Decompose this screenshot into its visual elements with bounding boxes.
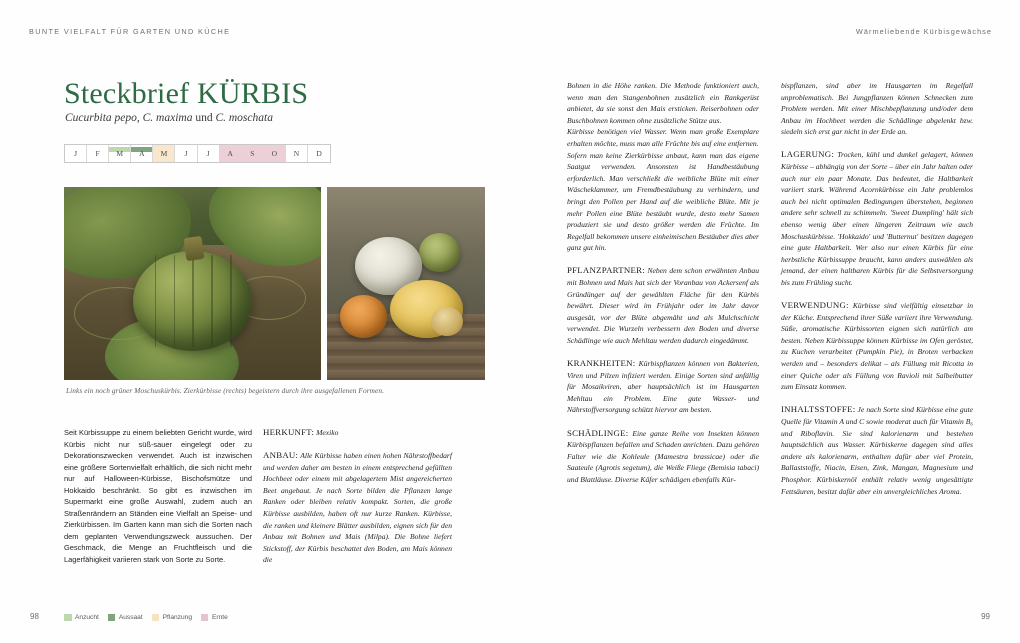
legend-swatch-aussaat [108,614,116,622]
paragraph-verwendung [781,300,973,393]
text-column-intro [64,427,252,566]
photo-artwork [64,187,321,380]
heading-pflanzpartner: PFLANZPARTNER: [567,265,645,276]
calendar-month-feb: F [87,145,109,162]
text-column-three [567,80,759,486]
calendar-legend [64,614,228,622]
body-inhaltsstoffe: Je nach Sorte sind Kürbisse eine gute Quelle für Vitamin A und C sowie moderat auch für Vitamin B₆ und Riboflavin. Sie sind kalorienarm und bestehen hauptsächlich aus Wasser. Kürbiskerne dagegen sind alles andere als kalorienarm, enthalten dafür aber viel Protein, Ballaststoffe, Niacin, Eisen, Zink, Mangan, Magnesium und Phosphor. Kürbiskernöl enthält relativ wenig ungesättigte Fettsäuren, besitzt dafür aber ein unvergleichliches Aroma. [781,405,973,496]
photo-zierkuerbisse [327,187,485,380]
paragraph-pflanzpartner [567,265,759,346]
legend-item-aussaat [108,614,143,622]
legend-label-anzucht: Anzucht [75,613,99,621]
body-schaedlinge: Eine ganze Reihe von Insekten können Kürbispflanzen befallen und Schaden anrichten. Dazu gehören Falter wie die Kohleule (Mamestra brassicae) oder die Saateule (Agrotis segetum), die Weiße Fliege (Bemisia tabaci) und Blattläuse. Diverse Käfer schädigen ebenfalls Kür- [567,428,759,484]
paragraph-anbau-cont2: Kürbisse benötigen viel Wasser. Wenn man große Exemplare erhalten möchte, muss man alle Früchte bis auf eine entfernen. [567,127,759,148]
subtitle-species-1: Cucurbita pepo, C. maxima [65,112,193,124]
legend-item-pflanzung [152,614,192,622]
page-number-right: 99 [981,612,990,621]
legend-label-ernte: Ernte [211,613,228,621]
text-column-four [781,80,973,497]
paragraph-schaedlinge [567,428,759,486]
legend-label-aussaat: Aussaat [118,613,143,621]
legend-swatch-anzucht [64,614,72,622]
heading-herkunft: HERKUNFT: [263,427,315,437]
heading-schaedlinge: SCHÄDLINGE: [567,427,629,438]
legend-label-pflanzung: Pflanzung [162,613,192,621]
body-pflanzpartner: Neben dem schon erwähnten Anbau mit Bohnen und Mais hat sich der Voranbau von Ackersenf als Gründünger auf der gewählten Fläche für den Kürbis bewährt. Dieser wird im Frühjahr oder im Jahr davor ausgesät, vor der Blüte abgemäht und als Mulchschicht verwendet. Die Wurzeln verbessern den Boden und diverse Schädlinge wie auch Mehltau werden dadurch eingedämmt. [567,266,759,345]
legend-swatch-ernte [201,614,209,622]
body-krankheiten: Kürbispflanzen können von Bakterien, Viren und Pilzen infiziert werden. Einige Sorten sind anfällig für Mosaikviren, aber hauptsächlich ist im Hausgarten Mehltau ein Problem. Eine gute Wasser- und Nährstoffversorgung schützt hiervor am besten. [567,359,759,415]
paragraph-inhaltsstoffe [781,404,973,497]
calendar-month-mar: M [109,145,131,162]
calendar-month-dec: D [316,149,322,158]
page-subtitle [65,112,273,124]
paragraph-anbau-cont3: Sofern man keine Zierkürbisse anbaut, kann man das eigene Saatgut verwenden. Ansonsten ist Handbestäubung erforderlich. Man verschließt die weibliche Blüte mit einer Wäscheklammer, um Fremdbestäubung zu verhindern, und bringt den Pollen per Hand auf die weibliche Blüte. Mit je mehr Pollen eine Blüte bestäubt wurde, desto mehr Samen produziert sie und desto größer werden die Früchte. Im Regelfall bekommen unsere einheimischen Bestäuber dies aber ganz gut hin. [567,150,759,253]
calendar-month-oct: O [264,145,286,162]
growing-calendar [64,144,331,163]
calendar-month-jun: J [175,145,197,162]
heading-verwendung: VERWENDUNG: [781,300,849,311]
calendar-month-jan: J [65,145,87,162]
running-head-left: BUNTE VIELFALT FÜR GARTEN UND KÜCHE [29,27,231,36]
photo-green-moschuskuerbis [64,187,321,380]
running-head-right: Wärmeliebende Kürbisgewächse [855,27,992,36]
paragraph-krankheiten [567,358,759,416]
calendar-month-sep: S [242,145,264,162]
body-verwendung: Kürbisse sind vielfältig einsetzbar in der Küche. Entsprechend ihrer Süße variiert ihre Verwendung. Süße, aromatische Kürbissorten eignen sich natürlich am besten. Neben Kürbissuppe können Kürbisse im Ofen geröstet, zu Kuchen verarbeitet (Pumpkin Pie), in Broten verbacken werden und – besonders delikat – als Füllung mit Ricotta in einer Quiche oder als Füllung von Ravioli mit Salbeibutter zum Einsatz kommen. [781,301,973,392]
photo-artwork [327,187,485,380]
calendar-month-jul: J [198,145,220,162]
paragraph-schaedlinge-cont: bispflanzen, sind aber im Hausgarten im Regelfall unproblematisch. Bei Jungpflanzen können Schnecken zum Problem werden. Mit einer Mischbepflanzung und/oder dem Anbau im Hochbeet werden die Schädlinge abgelenkt bzw. siedeln sich erst gar nicht in der Erde an. [781,81,973,137]
calendar-month-may: M [153,145,175,162]
legend-item-ernte [201,614,228,622]
page-title: Steckbrief KÜRBIS [64,77,309,110]
calendar-month-aug: A [220,145,242,162]
body-herkunft: Mexiko [314,428,339,437]
photo-caption: Links ein noch grüner Moschuskürbis. Zierkürbisse (rechts) begeistern durch ihre ausgefallenen Formen. [66,386,385,395]
legend-item-anzucht [64,614,99,622]
legend-swatch-pflanzung [152,614,160,622]
heading-krankheiten: KRANKHEITEN: [567,358,636,369]
body-lagerung: Trocken, kühl und dunkel gelagert, können Kürbisse – abhängig von der Sorte – über ein Jahr halten oder auch nur ein paar Monate. Das bedeutet, die Haltbarkeit variiert stark. Während Acornkürbisse ein Jahr problemlos auch bei nicht optimalen Bedingungen überstehen, beginnen andere sehr schnell zu schimmeln. 'Sweet Dumpling' hält sich ebenso wenig über einen längeren Zeitraum wie auch Moschuskürbisse. 'Hokkaido' und 'Butternut' besitzen dagegen eine gute Haltbarkeit. Wer also nur einen Kürbis für eine herbstliche Kürbissuppe braucht, kann anders auswählen als jemand, der einen haltbaren Kürbis für die Selbstversorgung bis zum Frühling sucht. [781,150,973,287]
text-column-herkunft-anbau [263,427,452,566]
paragraph-anbau [263,450,452,566]
body-anbau: Alle Kürbisse haben einen hohen Nährstoffbedarf und werden daher am besten in einem entsprechend gefüllten Hochbeet oder einem mit abgelagertem Mist angereicherten Beet angebaut. Je nach Sorte bilden die Pflanzen lange Ranken oder bleiben relativ kompakt. Sorten, die große Kürbisse ausbilden, haben oft nur kurze Ranken. Kürbisse, die ranken und kleinere Blätter ausbilden, eignen sich für den Anbau mit Bohnen und Mais (Milpa). Die Bohne liefert Stickstoff, der Kürbis beschattet den Boden, am Mais können die [263,451,452,565]
paragraph-herkunft [263,427,452,439]
heading-lagerung: LAGERUNG: [781,149,835,160]
subtitle-conjunction: und [192,112,216,124]
heading-inhaltsstoffe: INHALTSSTOFFE: [781,404,856,415]
paragraph-anbau-cont: Bohnen in die Höhe ranken. Die Methode funktioniert auch, wenn man den Stangenbohnen zusätzlich ein Rankgerüst anbietet, da sie sonst den Mais ersticken. Reiserbohnen oder Buschbohnen kommen ohne zusätzliche Stütze aus. [567,81,759,125]
paragraph-lagerung [781,149,973,288]
calendar-month-apr: A [131,145,153,162]
calendar-month-nov: N [286,145,308,162]
paragraph-intro: Seit Kürbissuppe zu einem beliebten Gericht wurde, wird Kürbis nicht nur süß-sauer eingelegt oder zu Dekorationszwecken verwendet. Auch ist inzwischen eine größere Sortenvielfalt erhältlich, die sich nicht mehr nur auf Halloween-Kürbisse, Bischofsmütze und Hokkaido beschränkt. So gibt es inzwischen im Supermarkt eine große Auswahl, zudem auch an Straßenrändern an Ständen eine Vielfalt an Speise- und Zierkürbissen. Im Garten kann man sich die Sorten nach dem geplanten Verwendungszweck aussuchen. Der Geschmack, die Menge an Fruchtfleisch und die Lagerfähigkeit variieren stark von Sorte zu Sorte. [64,428,252,565]
subtitle-species-2: C. moschata [215,112,273,124]
heading-anbau: ANBAU: [263,450,299,461]
page-number-left: 98 [30,612,39,621]
